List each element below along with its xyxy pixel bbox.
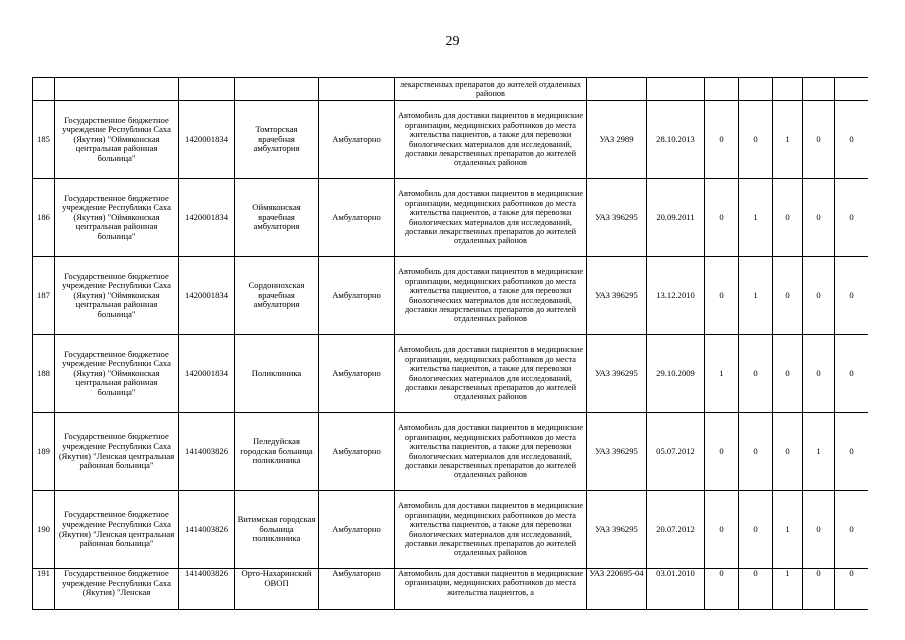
cell-inn: [179, 78, 235, 101]
cell-num: 186: [33, 179, 55, 257]
cell-date: 03.01.2010: [647, 569, 705, 610]
table-row: [33, 257, 869, 335]
cell-count-2: 0: [739, 569, 773, 610]
cell-count-1: 1: [705, 335, 739, 413]
table-row: [33, 491, 869, 569]
cell-type: Амбулаторно: [319, 569, 395, 610]
cell-count-3: [773, 78, 803, 101]
cell-count-4: 0: [803, 491, 835, 569]
cell-count-2: 0: [739, 101, 773, 179]
cell-unit: Пеледуйская городская больница поликлиника: [235, 413, 319, 491]
cell-count-4: 0: [803, 335, 835, 413]
cell-count-3: 0: [773, 257, 803, 335]
cell-inn: 1414003826: [179, 413, 235, 491]
cell-purpose: Автомобиль для доставки пациентов в медицинские организации, медицинских работников до места жительства пациентов, а также для перевозки биологических материалов для исследований, доставки лекарственных препаратов до жителей отдаленных районов: [395, 257, 587, 335]
cell-model: УАЗ 396295: [587, 413, 647, 491]
cell-date: 29.10.2009: [647, 335, 705, 413]
cell-count-3: 1: [773, 491, 803, 569]
cell-model: УАЗ 396295: [587, 491, 647, 569]
cell-type: Амбулаторно: [319, 413, 395, 491]
cell-purpose: лекарственных препаратов до жителей отдаленных районов: [395, 78, 587, 101]
table-row: [33, 335, 869, 413]
cell-count-5: 0: [835, 179, 869, 257]
table-row: [33, 413, 869, 491]
cell-model: УАЗ 2989: [587, 101, 647, 179]
vehicle-table: [32, 77, 868, 610]
page-number: 29: [445, 34, 460, 49]
cell-count-3: 0: [773, 335, 803, 413]
cell-type: Амбулаторно: [319, 101, 395, 179]
cell-count-3: 0: [773, 413, 803, 491]
cell-num: 187: [33, 257, 55, 335]
cell-inn: 1420001834: [179, 179, 235, 257]
cell-model: УАЗ 396295: [587, 335, 647, 413]
cell-date: 28.10.2013: [647, 101, 705, 179]
table-row: [33, 179, 869, 257]
cell-count-5: 0: [835, 413, 869, 491]
cell-date: 20.09.2011: [647, 179, 705, 257]
cell-purpose: Автомобиль для доставки пациентов в медицинские организации, медицинских работников до места жительства пациентов, а также для перевозки биологических материалов для исследований, доставки лекарственных препаратов до жителей отдаленных районов: [395, 101, 587, 179]
cell-count-2: 0: [739, 335, 773, 413]
cell-model: [587, 78, 647, 101]
cell-inn: 1414003826: [179, 491, 235, 569]
cell-unit: [235, 78, 319, 101]
cell-purpose: Автомобиль для доставки пациентов в медицинские организации, медицинских работников до места жительства пациентов, а также для перевозки биологических материалов для исследований, доставки лекарственных препаратов до жителей отдаленных районов: [395, 491, 587, 569]
cell-count-3: 0: [773, 179, 803, 257]
cell-date: 20.07.2012: [647, 491, 705, 569]
cell-count-3: 1: [773, 101, 803, 179]
cell-type: Амбулаторно: [319, 179, 395, 257]
cell-count-2: 0: [739, 491, 773, 569]
cell-unit: Орто-Нахаринский ОВОП: [235, 569, 319, 610]
cell-unit: Сордоннохская врачебная амбулатория: [235, 257, 319, 335]
cell-unit: Витимская городская больница поликлиника: [235, 491, 319, 569]
cell-count-2: 1: [739, 257, 773, 335]
cell-num: 189: [33, 413, 55, 491]
cell-model: УАЗ 220695-04: [587, 569, 647, 610]
cell-count-4: 0: [803, 569, 835, 610]
cell-model: УАЗ 396295: [587, 179, 647, 257]
table-row: [33, 569, 869, 610]
cell-institution: Государственное бюджетное учреждение Республики Саха (Якутия) "Ленская центральная районная больница": [55, 413, 179, 491]
cell-count-1: 0: [705, 179, 739, 257]
cell-unit: Поликлиника: [235, 335, 319, 413]
cell-date: 13.12.2010: [647, 257, 705, 335]
cell-unit: Оймяконская врачебная амбулатория: [235, 179, 319, 257]
cell-count-4: [803, 78, 835, 101]
cell-purpose: Автомобиль для доставки пациентов в медицинские организации, медицинских работников до места жительства пациентов, а также для перевозки биологических материалов для исследований, доставки лекарственных препаратов до жителей отдаленных районов: [395, 179, 587, 257]
cell-count-5: [835, 78, 869, 101]
cell-count-1: 0: [705, 491, 739, 569]
cell-count-5: 0: [835, 569, 869, 610]
cell-inn: 1420001834: [179, 335, 235, 413]
cell-count-3: 1: [773, 569, 803, 610]
cell-type: Амбулаторно: [319, 257, 395, 335]
cell-purpose: Автомобиль для доставки пациентов в медицинские организации, медицинских работников до места жительства пациентов, а: [395, 569, 587, 610]
cell-count-5: 0: [835, 491, 869, 569]
cell-type: Амбулаторно: [319, 491, 395, 569]
vehicle-table-container: [32, 77, 868, 640]
cell-count-2: 1: [739, 179, 773, 257]
cell-count-4: 0: [803, 101, 835, 179]
cell-count-1: [705, 78, 739, 101]
cell-num: 190: [33, 491, 55, 569]
table-row: [33, 101, 869, 179]
cell-model: УАЗ 396295: [587, 257, 647, 335]
cell-count-2: 0: [739, 413, 773, 491]
cell-purpose: Автомобиль для доставки пациентов в медицинские организации, медицинских работников до места жительства пациентов, а также для перевозки биологических материалов для исследований, доставки лекарственных препаратов до жителей отдаленных районов: [395, 335, 587, 413]
cell-institution: Государственное бюджетное учреждение Республики Саха (Якутия) "Оймяконская центральная районная больница": [55, 101, 179, 179]
cell-count-5: 0: [835, 257, 869, 335]
cell-type: [319, 78, 395, 101]
cell-count-5: 0: [835, 101, 869, 179]
cell-num: 188: [33, 335, 55, 413]
cell-date: [647, 78, 705, 101]
cell-count-5: 0: [835, 335, 869, 413]
cell-count-4: 1: [803, 413, 835, 491]
cell-type: Амбулаторно: [319, 335, 395, 413]
cell-count-4: 0: [803, 179, 835, 257]
cell-count-1: 0: [705, 569, 739, 610]
cell-institution: Государственное бюджетное учреждение Республики Саха (Якутия) "Оймяконская центральная районная больница": [55, 179, 179, 257]
cell-institution: Государственное бюджетное учреждение Республики Саха (Якутия) "Ленская центральная районная больница": [55, 491, 179, 569]
cell-num: [33, 78, 55, 101]
cell-count-4: 0: [803, 257, 835, 335]
cell-inn: 1414003826: [179, 569, 235, 610]
table-body: [33, 78, 869, 610]
cell-num: 185: [33, 101, 55, 179]
cell-institution: [55, 78, 179, 101]
cell-institution: Государственное бюджетное учреждение Республики Саха (Якутия) "Ленская: [55, 569, 179, 610]
cell-unit: Томторская врачебная амбулатория: [235, 101, 319, 179]
cell-count-1: 0: [705, 257, 739, 335]
cell-count-2: [739, 78, 773, 101]
cell-inn: 1420001834: [179, 101, 235, 179]
cell-count-1: 0: [705, 101, 739, 179]
cell-count-1: 0: [705, 413, 739, 491]
cell-date: 05.07.2012: [647, 413, 705, 491]
continuation-row: [33, 78, 869, 101]
cell-purpose: Автомобиль для доставки пациентов в медицинские организации, медицинских работников до места жительства пациентов, а также для перевозки биологических материалов для исследований, доставки лекарственных препаратов до жителей отдаленных районов: [395, 413, 587, 491]
cell-num: 191: [33, 569, 55, 610]
cell-institution: Государственное бюджетное учреждение Республики Саха (Якутия) "Оймяконская центральная районная больница": [55, 335, 179, 413]
cell-institution: Государственное бюджетное учреждение Республики Саха (Якутия) "Оймяконская центральная районная больница": [55, 257, 179, 335]
cell-inn: 1420001834: [179, 257, 235, 335]
